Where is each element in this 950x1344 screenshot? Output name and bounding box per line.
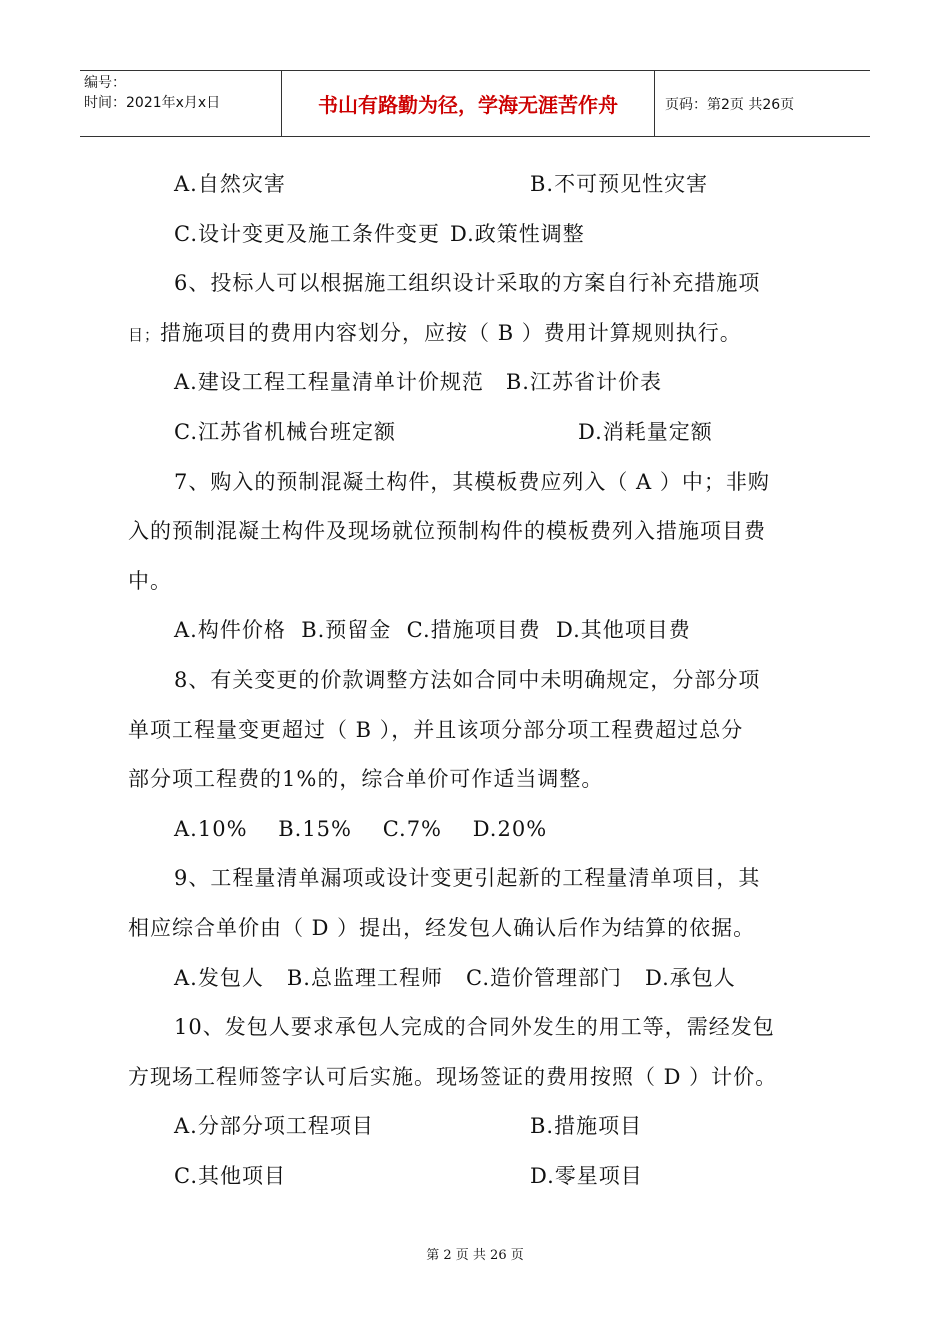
q5-options-row1 [128, 160, 822, 210]
q10-option-a: A.分部分项工程项目 [174, 1114, 374, 1139]
document-body [128, 160, 822, 1201]
q5-option-a: A.自然灾害 [174, 172, 286, 196]
header-meta [80, 71, 282, 136]
q6-line1: 6、投标人可以根据施工组织设计采取的方案自行补充措施项 [174, 271, 761, 296]
q6-line2-text: 措施项目的费用内容划分，应按（ B ）费用计算规则执行。 [160, 320, 742, 345]
q10-option-d: D.零星项目 [530, 1163, 643, 1188]
q6-line2 [128, 309, 822, 359]
q7-line3: 中。 [128, 568, 172, 593]
q10-line2: 方现场工程师签字认可后实施。现场签证的费用按照（ D ）计价。 [128, 1064, 778, 1089]
q6-line2-prefix: 目； [128, 325, 161, 344]
q5-options-row2 [128, 210, 822, 260]
header-page-info: 页码：第2页 共26页 [665, 96, 795, 113]
page-footer: 第 2 页 共 26 页 [426, 1248, 524, 1263]
q6-options-row2 [128, 408, 822, 458]
q7-line1: 7、购入的预制混凝土构件，其模板费应列入（ A ）中；非购 [174, 469, 770, 494]
q5-option-c: C.设计变更及施工条件变更 [174, 221, 440, 246]
q8-line1: 8、有关变更的价款调整方法如合同中未明确规定，分部分项 [174, 667, 761, 692]
q10-option-b: B.措施项目 [530, 1114, 643, 1139]
q6-option-b: B.江苏省计价表 [505, 370, 662, 395]
q9-line1: 9、工程量清单漏项或设计变更引起新的工程量清单项目，其 [174, 866, 761, 891]
page-header [80, 70, 870, 137]
q8-line2: 单项工程量变更超过（ B ），并且该项分部分项工程费超过总分 [128, 717, 744, 742]
q9-options: A.发包人 B.总监理工程师 C.造价管理部门 D.承包人 [174, 965, 736, 990]
q5-option-b: B.不可预见性灾害 [530, 172, 709, 196]
header-motto: 书山有路勤为径，学海无涯苦作舟 [282, 71, 655, 136]
q10-option-c: C.其他项目 [174, 1163, 286, 1188]
q10-options-row2 [128, 1152, 822, 1202]
q6-option-c: C.江苏省机械台班定额 [174, 419, 396, 444]
q10-line1: 10、发包人要求承包人完成的合同外发生的用工等，需经发包 [174, 1015, 775, 1040]
q9-line2: 相应综合单价由（ D ）提出，经发包人确认后作为结算的依据。 [128, 915, 756, 940]
number-label: 编号： [84, 75, 126, 91]
q8-line3: 部分项工程费的1%的，综合单价可作适当调整。 [128, 767, 604, 792]
q8-options: A.10% B.15% C.7% D.20% [174, 816, 548, 841]
q7-line2: 入的预制混凝土构件及现场就位预制构件的模板费列入措施项目费 [128, 519, 766, 544]
q6-option-d: D.消耗量定额 [578, 419, 713, 444]
time-label: 时间：2021年x月x日 [84, 95, 221, 111]
q5-option-d: D.政策性调整 [450, 221, 585, 246]
q10-options-row1 [128, 1102, 822, 1152]
q7-options: A.构件价格 B.预留金 C.措施项目费 D.其他项目费 [174, 618, 691, 643]
q6-options-row1 [128, 358, 822, 408]
q6-option-a: A.建设工程工程量清单计价规范 [174, 370, 484, 395]
